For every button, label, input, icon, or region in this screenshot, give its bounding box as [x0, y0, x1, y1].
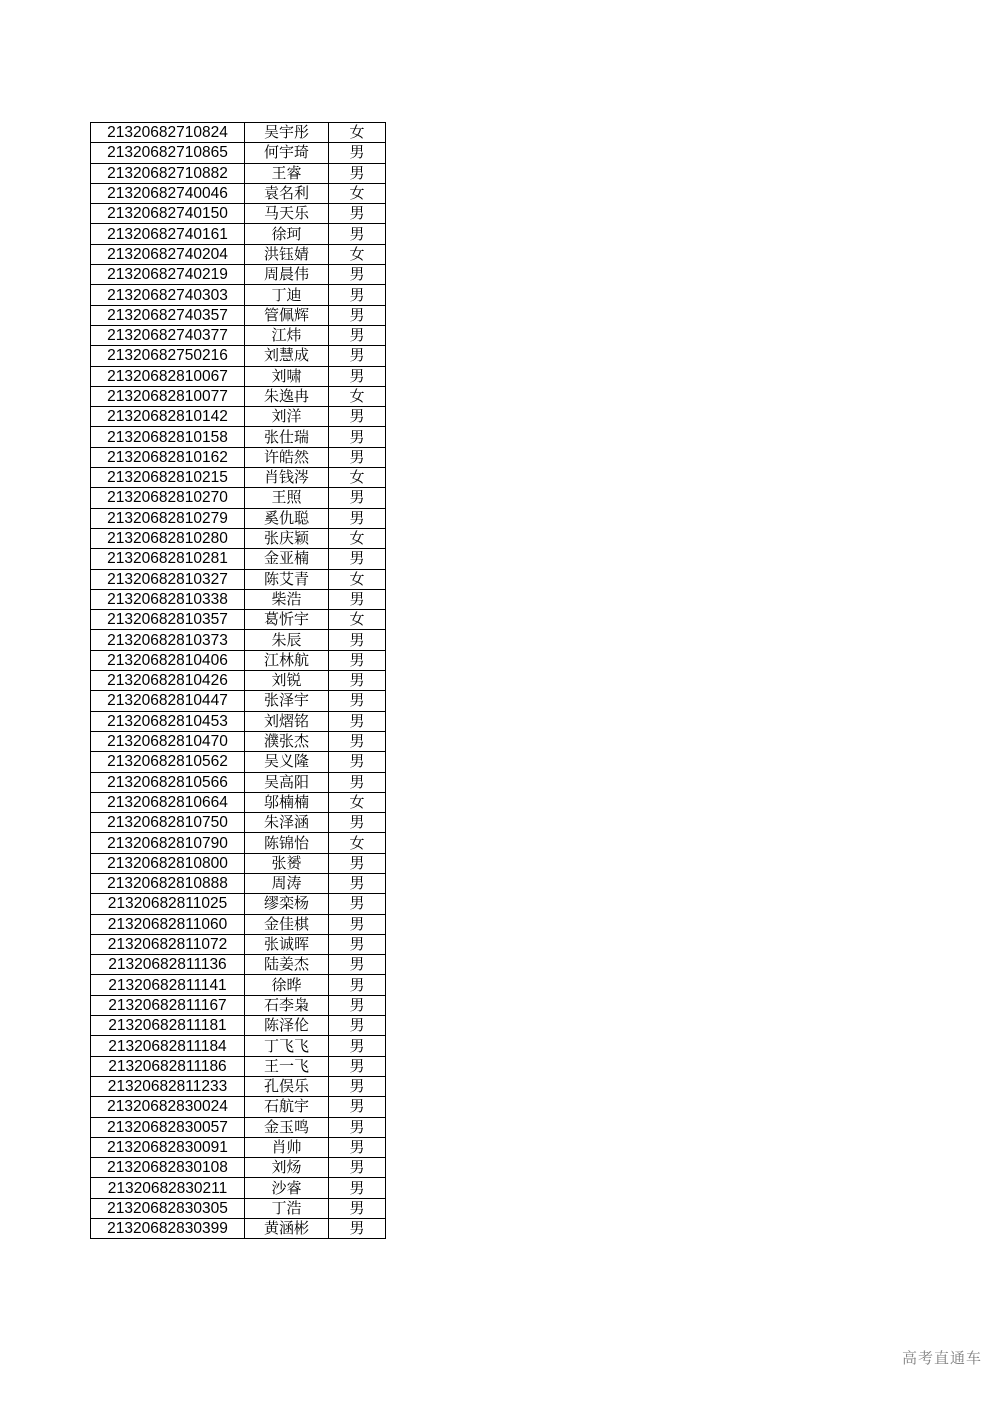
table-row: [91, 752, 386, 772]
table-row: [91, 853, 386, 873]
table-row: [91, 914, 386, 934]
student-gender-cell: 男: [329, 711, 386, 731]
student-id-cell: 21320682810373: [91, 630, 245, 650]
student-name-cell: 缪栾杨: [245, 894, 329, 914]
student-name-cell: 徐晔: [245, 975, 329, 995]
student-id-cell: 21320682810327: [91, 569, 245, 589]
student-name-cell: 奚仇聪: [245, 508, 329, 528]
table-row: [91, 569, 386, 589]
student-id-cell: 21320682811181: [91, 1016, 245, 1036]
student-gender-cell: 男: [329, 1056, 386, 1076]
table-row: [91, 1117, 386, 1137]
student-id-cell: 21320682810162: [91, 447, 245, 467]
student-name-cell: 刘洋: [245, 407, 329, 427]
student-id-cell: 21320682710882: [91, 163, 245, 183]
student-id-cell: 21320682810447: [91, 691, 245, 711]
table-row: [91, 488, 386, 508]
table-row: [91, 285, 386, 305]
student-name-cell: 张庆颖: [245, 528, 329, 548]
student-gender-cell: 男: [329, 447, 386, 467]
student-id-cell: 21320682810067: [91, 366, 245, 386]
student-name-cell: 许皓然: [245, 447, 329, 467]
student-id-cell: 21320682750216: [91, 346, 245, 366]
student-gender-cell: 男: [329, 1036, 386, 1056]
student-name-cell: 黄涵彬: [245, 1219, 329, 1239]
student-id-cell: 21320682830211: [91, 1178, 245, 1198]
student-gender-cell: 男: [329, 671, 386, 691]
student-id-cell: 21320682740204: [91, 244, 245, 264]
student-roster-table: [90, 122, 386, 1239]
table-row: [91, 772, 386, 792]
student-name-cell: 朱辰: [245, 630, 329, 650]
student-gender-cell: 男: [329, 914, 386, 934]
student-id-cell: 21320682830108: [91, 1158, 245, 1178]
student-id-cell: 21320682740046: [91, 183, 245, 203]
student-id-cell: 21320682810470: [91, 731, 245, 751]
student-name-cell: 刘慧成: [245, 346, 329, 366]
student-gender-cell: 男: [329, 752, 386, 772]
student-id-cell: 21320682811072: [91, 934, 245, 954]
table-row: [91, 833, 386, 853]
student-id-cell: 21320682830305: [91, 1198, 245, 1218]
student-id-cell: 21320682810566: [91, 772, 245, 792]
student-gender-cell: 男: [329, 488, 386, 508]
table-row: [91, 711, 386, 731]
student-name-cell: 刘炀: [245, 1158, 329, 1178]
table-row: [91, 975, 386, 995]
student-id-cell: 21320682810357: [91, 610, 245, 630]
student-name-cell: 金玉鸣: [245, 1117, 329, 1137]
student-gender-cell: 女: [329, 123, 386, 143]
student-name-cell: 刘熠铭: [245, 711, 329, 731]
table-row: [91, 589, 386, 609]
student-id-cell: 21320682810280: [91, 528, 245, 548]
student-gender-cell: 女: [329, 792, 386, 812]
student-id-cell: 21320682810077: [91, 386, 245, 406]
student-gender-cell: 男: [329, 224, 386, 244]
student-gender-cell: 男: [329, 853, 386, 873]
table-row: [91, 1178, 386, 1198]
student-name-cell: 濮张杰: [245, 731, 329, 751]
table-row: [91, 610, 386, 630]
student-gender-cell: 男: [329, 407, 386, 427]
student-gender-cell: 男: [329, 1219, 386, 1239]
student-gender-cell: 男: [329, 1158, 386, 1178]
table-row: [91, 1056, 386, 1076]
student-name-cell: 张仕瑞: [245, 427, 329, 447]
student-gender-cell: 男: [329, 285, 386, 305]
student-name-cell: 陈泽伦: [245, 1016, 329, 1036]
student-name-cell: 周晨伟: [245, 265, 329, 285]
student-gender-cell: 女: [329, 244, 386, 264]
table-row: [91, 386, 386, 406]
student-name-cell: 江炜: [245, 325, 329, 345]
student-name-cell: 孔俣乐: [245, 1076, 329, 1096]
student-name-cell: 吴高阳: [245, 772, 329, 792]
student-name-cell: 徐珂: [245, 224, 329, 244]
table-row: [91, 325, 386, 345]
student-id-cell: 21320682740303: [91, 285, 245, 305]
student-gender-cell: 男: [329, 346, 386, 366]
table-row: [91, 346, 386, 366]
student-gender-cell: 男: [329, 204, 386, 224]
student-gender-cell: 男: [329, 1137, 386, 1157]
student-gender-cell: 男: [329, 508, 386, 528]
table-row: [91, 143, 386, 163]
student-name-cell: 王照: [245, 488, 329, 508]
student-name-cell: 金亚楠: [245, 549, 329, 569]
student-name-cell: 王睿: [245, 163, 329, 183]
table-row: [91, 447, 386, 467]
watermark-text: 高考直通车: [901, 1349, 982, 1367]
student-name-cell: 朱逸冉: [245, 386, 329, 406]
student-name-cell: 刘啸: [245, 366, 329, 386]
student-gender-cell: 男: [329, 975, 386, 995]
student-gender-cell: 男: [329, 894, 386, 914]
table-row: [91, 1158, 386, 1178]
student-id-cell: 21320682810158: [91, 427, 245, 447]
student-id-cell: 21320682830024: [91, 1097, 245, 1117]
student-gender-cell: 女: [329, 833, 386, 853]
table-row: [91, 123, 386, 143]
student-gender-cell: 男: [329, 589, 386, 609]
student-id-cell: 21320682830399: [91, 1219, 245, 1239]
student-id-cell: 21320682710865: [91, 143, 245, 163]
student-id-cell: 21320682810406: [91, 650, 245, 670]
student-name-cell: 张诚晖: [245, 934, 329, 954]
student-gender-cell: 男: [329, 691, 386, 711]
table-row: [91, 468, 386, 488]
student-gender-cell: 男: [329, 427, 386, 447]
student-gender-cell: 男: [329, 772, 386, 792]
student-name-cell: 邬楠楠: [245, 792, 329, 812]
student-id-cell: 21320682810426: [91, 671, 245, 691]
student-id-cell: 21320682810800: [91, 853, 245, 873]
student-name-cell: 丁迪: [245, 285, 329, 305]
student-gender-cell: 男: [329, 995, 386, 1015]
table-row: [91, 265, 386, 285]
student-id-cell: 21320682810215: [91, 468, 245, 488]
table-row: [91, 508, 386, 528]
student-gender-cell: 女: [329, 569, 386, 589]
table-row: [91, 955, 386, 975]
student-name-cell: 柴浩: [245, 589, 329, 609]
student-gender-cell: 男: [329, 549, 386, 569]
student-name-cell: 沙睿: [245, 1178, 329, 1198]
table-row: [91, 1219, 386, 1239]
table-row: [91, 873, 386, 893]
student-gender-cell: 男: [329, 650, 386, 670]
student-id-cell: 21320682810888: [91, 873, 245, 893]
student-name-cell: 石航宇: [245, 1097, 329, 1117]
student-id-cell: 21320682830057: [91, 1117, 245, 1137]
table-row: [91, 549, 386, 569]
student-name-cell: 丁飞飞: [245, 1036, 329, 1056]
table-row: [91, 224, 386, 244]
roster-table-body: [91, 123, 386, 1239]
student-name-cell: 洪钰婧: [245, 244, 329, 264]
student-gender-cell: 男: [329, 1178, 386, 1198]
table-row: [91, 427, 386, 447]
student-name-cell: 石李枭: [245, 995, 329, 1015]
table-row: [91, 1097, 386, 1117]
student-name-cell: 朱泽涵: [245, 813, 329, 833]
table-row: [91, 1137, 386, 1157]
table-row: [91, 244, 386, 264]
student-name-cell: 袁名利: [245, 183, 329, 203]
student-id-cell: 21320682810453: [91, 711, 245, 731]
student-name-cell: 吴义隆: [245, 752, 329, 772]
student-gender-cell: 男: [329, 143, 386, 163]
student-name-cell: 陆姜杰: [245, 955, 329, 975]
table-row: [91, 1198, 386, 1218]
student-id-cell: 21320682811167: [91, 995, 245, 1015]
student-id-cell: 21320682811141: [91, 975, 245, 995]
student-name-cell: 肖钱涔: [245, 468, 329, 488]
student-id-cell: 21320682810562: [91, 752, 245, 772]
student-id-cell: 21320682810270: [91, 488, 245, 508]
student-id-cell: 21320682710824: [91, 123, 245, 143]
student-gender-cell: 男: [329, 325, 386, 345]
table-row: [91, 671, 386, 691]
student-name-cell: 葛忻宇: [245, 610, 329, 630]
student-gender-cell: 男: [329, 1198, 386, 1218]
student-gender-cell: 男: [329, 873, 386, 893]
table-row: [91, 934, 386, 954]
table-row: [91, 650, 386, 670]
student-gender-cell: 女: [329, 468, 386, 488]
student-id-cell: 21320682810790: [91, 833, 245, 853]
student-id-cell: 21320682740377: [91, 325, 245, 345]
student-id-cell: 21320682811060: [91, 914, 245, 934]
student-name-cell: 陈艾青: [245, 569, 329, 589]
student-id-cell: 21320682811136: [91, 955, 245, 975]
student-name-cell: 肖帅: [245, 1137, 329, 1157]
table-row: [91, 731, 386, 751]
table-row: [91, 305, 386, 325]
student-id-cell: 21320682810338: [91, 589, 245, 609]
table-row: [91, 1036, 386, 1056]
student-gender-cell: 男: [329, 1076, 386, 1096]
table-row: [91, 1076, 386, 1096]
table-row: [91, 995, 386, 1015]
student-gender-cell: 男: [329, 1097, 386, 1117]
student-gender-cell: 男: [329, 955, 386, 975]
student-name-cell: 何宇琦: [245, 143, 329, 163]
student-name-cell: 丁浩: [245, 1198, 329, 1218]
student-id-cell: 21320682811233: [91, 1076, 245, 1096]
table-row: [91, 894, 386, 914]
student-name-cell: 王一飞: [245, 1056, 329, 1076]
student-id-cell: 21320682740150: [91, 204, 245, 224]
student-id-cell: 21320682740219: [91, 265, 245, 285]
student-gender-cell: 男: [329, 630, 386, 650]
student-gender-cell: 男: [329, 731, 386, 751]
student-id-cell: 21320682811025: [91, 894, 245, 914]
table-row: [91, 163, 386, 183]
table-row: [91, 528, 386, 548]
student-gender-cell: 男: [329, 934, 386, 954]
table-row: [91, 366, 386, 386]
student-id-cell: 21320682830091: [91, 1137, 245, 1157]
student-gender-cell: 男: [329, 1016, 386, 1036]
student-gender-cell: 女: [329, 610, 386, 630]
student-id-cell: 21320682810750: [91, 813, 245, 833]
table-row: [91, 792, 386, 812]
student-gender-cell: 男: [329, 1117, 386, 1137]
student-name-cell: 陈锦怡: [245, 833, 329, 853]
student-gender-cell: 男: [329, 265, 386, 285]
table-row: [91, 204, 386, 224]
student-name-cell: 金佳棋: [245, 914, 329, 934]
student-name-cell: 江林航: [245, 650, 329, 670]
student-name-cell: 马天乐: [245, 204, 329, 224]
student-id-cell: 21320682810281: [91, 549, 245, 569]
student-gender-cell: 女: [329, 386, 386, 406]
student-id-cell: 21320682811184: [91, 1036, 245, 1056]
table-row: [91, 183, 386, 203]
table-row: [91, 407, 386, 427]
student-gender-cell: 男: [329, 305, 386, 325]
student-name-cell: 刘锐: [245, 671, 329, 691]
table-row: [91, 1016, 386, 1036]
student-name-cell: 张赟: [245, 853, 329, 873]
student-id-cell: 21320682740357: [91, 305, 245, 325]
student-id-cell: 21320682810664: [91, 792, 245, 812]
student-gender-cell: 男: [329, 366, 386, 386]
table-row: [91, 630, 386, 650]
student-id-cell: 21320682811186: [91, 1056, 245, 1076]
student-name-cell: 张泽宇: [245, 691, 329, 711]
student-gender-cell: 男: [329, 163, 386, 183]
student-gender-cell: 女: [329, 528, 386, 548]
student-id-cell: 21320682740161: [91, 224, 245, 244]
student-id-cell: 21320682810142: [91, 407, 245, 427]
student-name-cell: 管佩辉: [245, 305, 329, 325]
student-name-cell: 吴宇彤: [245, 123, 329, 143]
student-name-cell: 周涛: [245, 873, 329, 893]
student-gender-cell: 女: [329, 183, 386, 203]
student-gender-cell: 男: [329, 813, 386, 833]
student-id-cell: 21320682810279: [91, 508, 245, 528]
table-row: [91, 813, 386, 833]
table-row: [91, 691, 386, 711]
